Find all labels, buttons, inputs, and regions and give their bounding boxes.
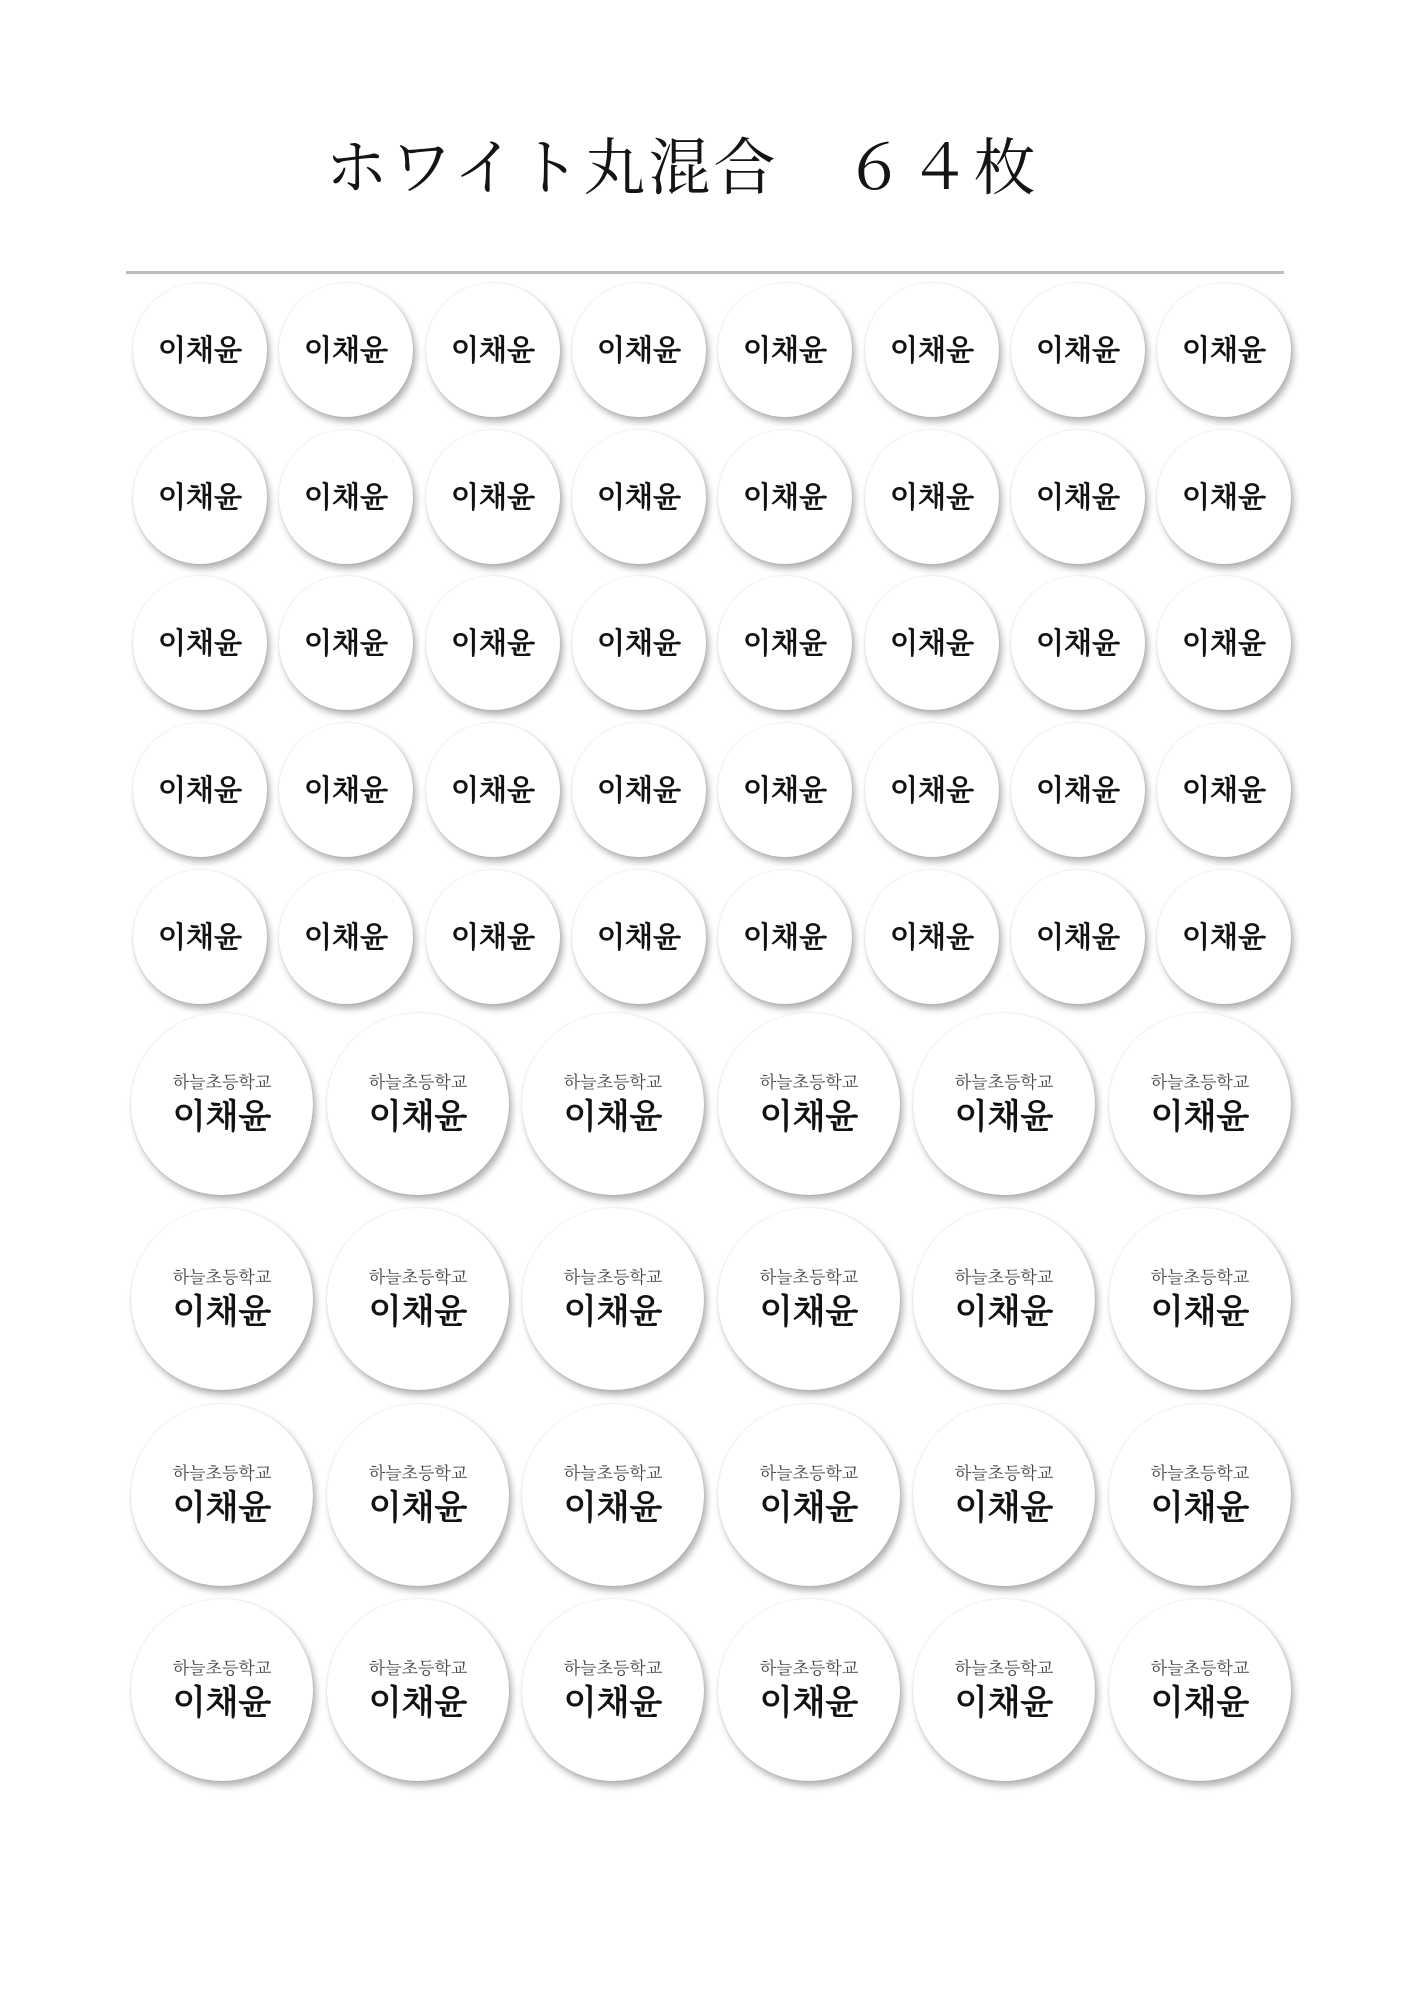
page-title: ホワイト丸混合 ６４枚 xyxy=(325,131,1039,204)
sticker-name: 이채윤 xyxy=(450,919,536,954)
sticker-name: 이채윤 xyxy=(742,625,828,660)
sticker-school: 하늘초등학교 xyxy=(954,1072,1054,1093)
sticker-name: 이채윤 xyxy=(1181,919,1267,954)
sticker-name: 이채윤 xyxy=(954,1487,1054,1528)
name-sticker-small xyxy=(865,870,999,1004)
sticker-name: 이채윤 xyxy=(954,1682,1054,1723)
sticker-name: 이채윤 xyxy=(889,772,975,807)
name-sticker-small xyxy=(279,430,413,564)
name-sticker-small xyxy=(865,430,999,564)
sticker-name: 이채윤 xyxy=(759,1487,859,1528)
sticker-name: 이채윤 xyxy=(303,332,389,367)
name-sticker-small xyxy=(133,283,267,417)
sticker-name: 이채윤 xyxy=(303,479,389,514)
sticker-name: 이채윤 xyxy=(759,1682,859,1723)
divider xyxy=(126,271,1284,274)
sticker-school: 하늘초등학교 xyxy=(759,1463,859,1484)
sticker-school: 하늘초등학교 xyxy=(368,1463,468,1484)
sticker-school: 하늘초등학교 xyxy=(172,1267,272,1288)
name-sticker-large xyxy=(327,1208,509,1390)
name-sticker-small xyxy=(133,430,267,564)
name-sticker-large xyxy=(131,1404,313,1586)
name-sticker-small xyxy=(1157,283,1291,417)
sticker-name: 이채윤 xyxy=(368,1291,468,1332)
sticker-name: 이채윤 xyxy=(368,1096,468,1137)
name-sticker-small xyxy=(718,430,852,564)
sticker-name: 이채윤 xyxy=(1035,772,1121,807)
sticker-name: 이채윤 xyxy=(742,332,828,367)
sticker-name: 이채윤 xyxy=(1181,625,1267,660)
name-sticker-small xyxy=(718,576,852,710)
sticker-name: 이채윤 xyxy=(172,1682,272,1723)
sticker-name: 이채윤 xyxy=(303,625,389,660)
sticker-name: 이채윤 xyxy=(742,919,828,954)
name-sticker-small xyxy=(426,430,560,564)
sticker-name: 이채윤 xyxy=(450,479,536,514)
name-sticker-small xyxy=(718,723,852,857)
sticker-school: 하늘초등학교 xyxy=(954,1267,1054,1288)
name-sticker-large xyxy=(718,1404,900,1586)
sticker-name: 이채윤 xyxy=(1150,1487,1250,1528)
name-sticker-large xyxy=(1109,1208,1291,1390)
name-sticker-large xyxy=(913,1599,1095,1781)
name-sticker-large xyxy=(131,1208,313,1390)
sticker-school: 하늘초등학교 xyxy=(172,1072,272,1093)
name-sticker-small xyxy=(1011,870,1145,1004)
sticker-name: 이채윤 xyxy=(368,1682,468,1723)
sticker-school: 하늘초등학교 xyxy=(563,1267,663,1288)
name-sticker-large xyxy=(913,1208,1095,1390)
sticker-school: 하늘초등학교 xyxy=(1150,1267,1250,1288)
sticker-name: 이채윤 xyxy=(759,1096,859,1137)
sticker-name: 이채윤 xyxy=(172,1487,272,1528)
name-sticker-small xyxy=(279,723,413,857)
name-sticker-large xyxy=(913,1404,1095,1586)
sticker-name: 이채윤 xyxy=(889,919,975,954)
sticker-name: 이채윤 xyxy=(954,1096,1054,1137)
sticker-name: 이채윤 xyxy=(742,479,828,514)
sticker-school: 하늘초등학교 xyxy=(759,1072,859,1093)
sticker-school: 하늘초등학교 xyxy=(1150,1463,1250,1484)
sticker-name: 이채윤 xyxy=(1181,479,1267,514)
sticker-name: 이채윤 xyxy=(450,772,536,807)
name-sticker-small xyxy=(572,283,706,417)
sticker-name: 이채윤 xyxy=(563,1291,663,1332)
sticker-school: 하늘초등학교 xyxy=(368,1267,468,1288)
name-sticker-small xyxy=(1157,870,1291,1004)
name-sticker-small xyxy=(718,283,852,417)
name-sticker-large xyxy=(522,1208,704,1390)
sticker-name: 이채윤 xyxy=(450,625,536,660)
name-sticker-small xyxy=(1011,430,1145,564)
sticker-name: 이채윤 xyxy=(563,1682,663,1723)
sticker-school: 하늘초등학교 xyxy=(368,1072,468,1093)
name-sticker-large xyxy=(327,1013,509,1195)
sticker-name: 이채윤 xyxy=(563,1096,663,1137)
name-sticker-large xyxy=(327,1404,509,1586)
sticker-school: 하늘초등학교 xyxy=(759,1267,859,1288)
sticker-name: 이채윤 xyxy=(157,772,243,807)
sticker-name: 이채윤 xyxy=(563,1487,663,1528)
name-sticker-small xyxy=(426,723,560,857)
name-sticker-large xyxy=(718,1599,900,1781)
sticker-name: 이채윤 xyxy=(172,1291,272,1332)
sticker-name: 이채윤 xyxy=(596,625,682,660)
name-sticker-small xyxy=(1011,576,1145,710)
sticker-name: 이채윤 xyxy=(889,332,975,367)
name-sticker-small xyxy=(865,723,999,857)
name-sticker-large xyxy=(718,1013,900,1195)
name-sticker-small xyxy=(572,870,706,1004)
sticker-name: 이채윤 xyxy=(596,772,682,807)
name-sticker-small xyxy=(426,870,560,1004)
sticker-school: 하늘초등학교 xyxy=(563,1072,663,1093)
sticker-school: 하늘초등학교 xyxy=(1150,1072,1250,1093)
sticker-school: 하늘초등학교 xyxy=(172,1463,272,1484)
sticker-school: 하늘초등학교 xyxy=(954,1463,1054,1484)
name-sticker-small xyxy=(279,576,413,710)
name-sticker-small xyxy=(1157,576,1291,710)
name-sticker-small xyxy=(1011,283,1145,417)
sticker-name: 이채윤 xyxy=(889,479,975,514)
name-sticker-small xyxy=(572,576,706,710)
name-sticker-small xyxy=(279,283,413,417)
name-sticker-large xyxy=(1109,1404,1291,1586)
sticker-name: 이채윤 xyxy=(1035,919,1121,954)
name-sticker-small xyxy=(1011,723,1145,857)
sticker-name: 이채윤 xyxy=(742,772,828,807)
name-sticker-small xyxy=(426,283,560,417)
sticker-name: 이채윤 xyxy=(157,332,243,367)
sticker-name: 이채윤 xyxy=(1035,625,1121,660)
name-sticker-large xyxy=(522,1404,704,1586)
sticker-name: 이채윤 xyxy=(172,1096,272,1137)
sticker-school: 하늘초등학교 xyxy=(172,1658,272,1679)
sticker-name: 이채윤 xyxy=(1035,332,1121,367)
sticker-name: 이채윤 xyxy=(1150,1682,1250,1723)
sticker-name: 이채윤 xyxy=(157,919,243,954)
sticker-name: 이채윤 xyxy=(1150,1291,1250,1332)
name-sticker-large xyxy=(327,1599,509,1781)
sticker-school: 하늘초등학교 xyxy=(563,1463,663,1484)
sticker-school: 하늘초등학교 xyxy=(368,1658,468,1679)
sticker-name: 이채윤 xyxy=(889,625,975,660)
name-sticker-large xyxy=(131,1599,313,1781)
sticker-name: 이채윤 xyxy=(596,479,682,514)
sticker-name: 이채윤 xyxy=(303,919,389,954)
sticker-name: 이채윤 xyxy=(1035,479,1121,514)
sticker-name: 이채윤 xyxy=(1150,1096,1250,1137)
sticker-name: 이채윤 xyxy=(450,332,536,367)
sticker-name: 이채윤 xyxy=(368,1487,468,1528)
name-sticker-small xyxy=(133,870,267,1004)
sticker-name: 이채윤 xyxy=(303,772,389,807)
name-sticker-small xyxy=(1157,430,1291,564)
sticker-name: 이채윤 xyxy=(954,1291,1054,1332)
name-sticker-large xyxy=(718,1208,900,1390)
name-sticker-large xyxy=(522,1599,704,1781)
name-sticker-small xyxy=(1157,723,1291,857)
name-sticker-large xyxy=(1109,1013,1291,1195)
name-sticker-small xyxy=(865,576,999,710)
name-sticker-small xyxy=(133,576,267,710)
name-sticker-small xyxy=(279,870,413,1004)
name-sticker-small xyxy=(718,870,852,1004)
name-sticker-small xyxy=(426,576,560,710)
name-sticker-large xyxy=(131,1013,313,1195)
sticker-school: 하늘초등학교 xyxy=(1150,1658,1250,1679)
name-sticker-large xyxy=(1109,1599,1291,1781)
sticker-name: 이채윤 xyxy=(1181,332,1267,367)
name-sticker-small xyxy=(572,723,706,857)
sticker-name: 이채윤 xyxy=(596,332,682,367)
sticker-school: 하늘초등학교 xyxy=(759,1658,859,1679)
name-sticker-large xyxy=(913,1013,1095,1195)
sticker-name: 이채윤 xyxy=(157,479,243,514)
sticker-school: 하늘초등학교 xyxy=(954,1658,1054,1679)
name-sticker-small xyxy=(572,430,706,564)
name-sticker-large xyxy=(522,1013,704,1195)
name-sticker-small xyxy=(865,283,999,417)
sticker-name: 이채윤 xyxy=(596,919,682,954)
sticker-name: 이채윤 xyxy=(1181,772,1267,807)
name-sticker-small xyxy=(133,723,267,857)
sticker-name: 이채윤 xyxy=(157,625,243,660)
sticker-name: 이채윤 xyxy=(759,1291,859,1332)
sticker-school: 하늘초등학교 xyxy=(563,1658,663,1679)
